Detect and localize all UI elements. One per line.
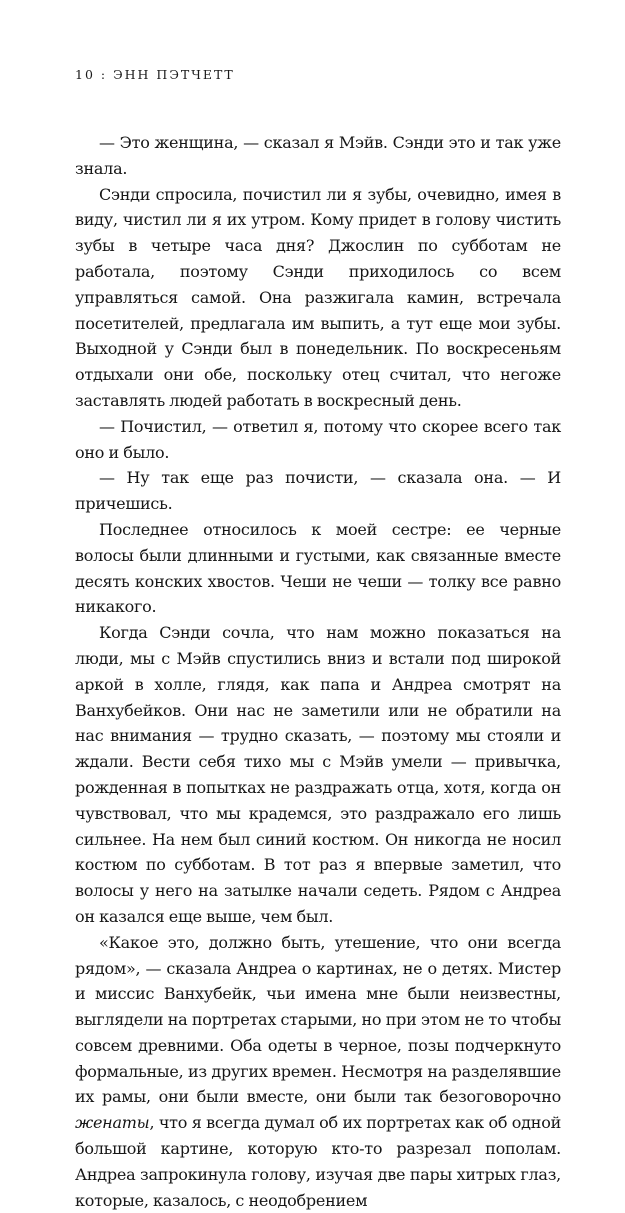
running-head-separator: : bbox=[100, 67, 108, 82]
body-text bbox=[75, 130, 561, 1213]
paragraph: Когда Сэнди сочла, что нам можно показаться на люди, мы с Мэйв спустились вниз и встали под широкой аркой в холле, глядя, как папа и Андреа смотрят на Ванхубейков. Они нас не заметили или не обратили на нас внимания — трудно сказать, — поэтому мы стояли и ждали. Вести себя тихо мы с Мэйв умели — привычка, рожденная в попытках не раздражать отца, хотя, когда он чувствовал, что мы крадемся, это раздражало его лишь сильнее. На нем был синий костюм. Он никогда не носил костюм по субботам. В тот раз я впервые заметил, что волосы у него на затылке начали седеть. Рядом с Андреа он казался еще выше, чем был. bbox=[75, 623, 561, 926]
paragraph: — Это женщина, — сказал я Мэйв. Сэнди это и так уже знала. bbox=[75, 133, 561, 178]
emphasized-word: женаты bbox=[75, 1113, 150, 1133]
paragraph: — Ну так еще раз почисти, — сказала она. — И причешись. bbox=[75, 468, 561, 514]
paragraph: Сэнди спросила, почистил ли я зубы, очевидно, имея в виду, чистил ли я их утром. Кому придет в голову чистить зубы в четыре часа дня? Джослин по субботам не работала, поэтому Сэнди приходилось со всем управляться самой. Она разжигала камин, встречала посетителей, предлагала им выпить, а тут еще мои зубы. Выходной у Сэнди был в понедельник. По воскресеньям отдыхали они обе, поскольку отец считал, что негоже заставлять людей работать в воскресный день. bbox=[75, 184, 561, 410]
paragraph: Последнее относилось к моей сестре: ее черные волосы были длинными и густыми, как связанные вместе десять конских хвостов. Чеши не чеши — толку все равно никакого. bbox=[75, 519, 561, 617]
page-number: 10 bbox=[75, 67, 95, 82]
running-head bbox=[75, 67, 235, 82]
paragraph: «Какое это, должно быть, утешение, что они всегда рядом», — сказала Андреа о картинах, не о детях. Мистер и миссис Ванхубейк, чьи имена мне были неизвестны, выглядели на портретах старыми, но при этом не то чтобы совсем древними. Оба одеты в черное, позы подчеркнуто формальные, из других времен. Несмотря на разделявшие их рамы, они были вместе, они были так безоговорочно женаты, что я всегда думал об их портретах как об одной большой картине, которую кто-то разрезал пополам. Андреа запрокинула голову, изучая две пары хитрых глаз, которые, казалось, с неодобрением bbox=[75, 932, 561, 1210]
author-name: ЭНН ПЭТЧЕТТ bbox=[113, 67, 235, 82]
paragraph: — Почистил, — ответил я, потому что скорее всего так оно и было. bbox=[75, 416, 561, 462]
